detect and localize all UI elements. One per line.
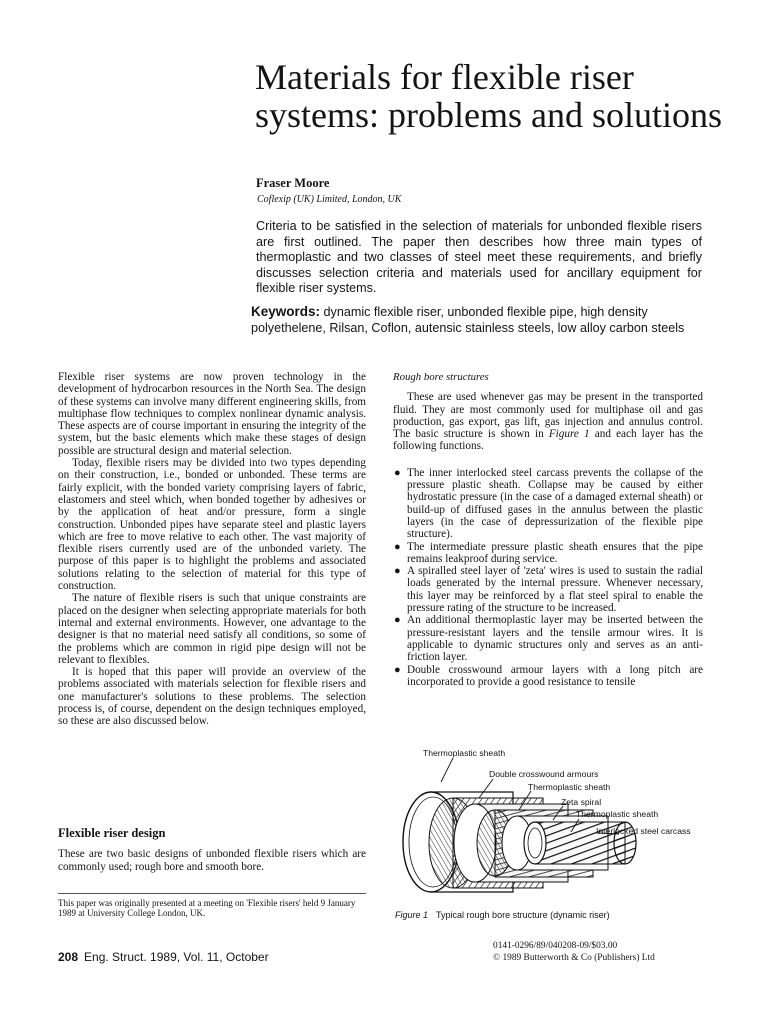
article-title: Materials for flexible riser systems: problems and solutions xyxy=(255,57,722,135)
keywords xyxy=(251,304,703,336)
list-item-text: The intermediate pressure plastic sheath ensures that the pipe remains leakproof during service. xyxy=(407,540,703,565)
section-heading: Flexible riser design xyxy=(58,826,166,840)
right-column xyxy=(393,371,703,688)
list-item xyxy=(393,565,703,614)
figure-riser-structure xyxy=(393,742,713,924)
figure-number: Figure 1 xyxy=(395,910,429,920)
paragraph: It is hoped that this paper will provide an overview of the problems associated with materials selection for flexible risers and one manufacturer's solutions to these problems. The selection process is, of course, dependent on the design techniques employed, so these are also discussed below. xyxy=(58,666,366,728)
subheading: Rough bore structures xyxy=(393,371,489,383)
footnote-divider xyxy=(58,893,366,894)
list-item xyxy=(393,541,703,566)
figure-reference: Figure 1 xyxy=(548,428,590,441)
intro-text: These are used whenever gas may be present in the transported fluid. They are most commonly used for multiphase oil and gas production, gas export, gas lift, gas injection and annulus control. The basic structure is shown in xyxy=(393,391,703,441)
label-crosswound-armours: Double crosswound armours xyxy=(489,769,599,779)
bullet-icon: ● xyxy=(394,565,401,578)
paragraph: Flexible riser systems are now proven technology in the development of hydrocarbon resources in the North Sea. The design of these systems can involve many different engineering skills, from multiphase flow techniques to complex nonlinear dynamic analysis. These aspects are of course important in ensuring the integrity of the system, but the basic elements which make these stages of design possible are structural design and material selection. xyxy=(58,371,366,457)
bullet-icon: ● xyxy=(394,614,401,627)
copyright-notice: © 1989 Butterworth & Co (Publishers) Ltd xyxy=(493,953,655,963)
paragraph: The nature of flexible risers is such that unique constraints are placed on the designer when selecting appropriate materials for both internal and external environments. However, one advantage to the designer is that no material need satisfy all conditions, so some of the problems which are common in rigid pipe design will not be relevant to flexibles. xyxy=(58,592,366,666)
issn-code: 0141-0296/89/040208-09/$03.00 xyxy=(493,941,618,951)
label-zeta-spiral: Zeta spiral xyxy=(561,797,602,807)
figure-caption xyxy=(395,910,610,920)
list-item-text: A spiralled steel layer of 'zeta' wires is used to sustain the radial loads generated by the internal pressure. Whenever necessary, this layer may be reinforced by a flat steel spiral to enable the pressure rating of the structure to be increased. xyxy=(407,565,703,615)
function-list xyxy=(393,467,703,688)
label-pressure-sheath: Thermoplastic sheath xyxy=(576,809,659,819)
publisher-info xyxy=(493,940,655,964)
bullet-icon: ● xyxy=(394,540,401,553)
intro-text: and each layer has the following functions. xyxy=(393,428,703,453)
section-text: These are two basic designs of unbonded flexible risers which are commonly used; rough bore and smooth bore. xyxy=(58,848,366,873)
abstract: Criteria to be satisfied in the selection of materials for unbonded flexible risers are first outlined. The paper then describes how three main types of thermoplastic and two classes of steel meet these requirements, and briefly discusses selection criteria and materials used for ancillary equipment for flexible riser systems. xyxy=(256,219,702,296)
author-affiliation: Coflexip (UK) Limited, London, UK xyxy=(257,194,402,205)
list-item-text: An additional thermoplastic layer may be inserted between the pressure-resistant layers and the tensile armour wires. It is applicable to dynamic structures only and serves as an anti-friction layer. xyxy=(407,614,703,664)
paragraph: Today, flexible risers may be divided into two types depending on their construction, i.e., bonded or unbonded. These terms are fairly explicit, with the bonded variety comprising layers of fabric, elastomers and steel which, when bonded together by adhesives or by the application of heat and/or pressure, form a single construction. Unbonded pipes have separate steel and plastic layers which are free to move relative to each other. The vast majority of flexible risers currently used are of the unbonded variety. The purpose of this paper is to highlight the problems and associated solutions relating to the selection of material for this type of construction. xyxy=(58,457,366,593)
author-name: Fraser Moore xyxy=(256,176,330,190)
bullet-icon: ● xyxy=(394,663,401,676)
list-item xyxy=(393,467,703,541)
keywords-label: Keywords: xyxy=(251,304,321,319)
paragraph xyxy=(393,391,703,452)
list-item xyxy=(393,614,703,663)
list-item-text: The inner interlocked steel carcass prevents the collapse of the pressure plastic sheath. Collapse may be caused by either hydrostatic pressure (in the case of a damaged external sheath) or build-up of diffused gases in the annulus between the plastic layers (in the case of depressurization of the flexible pipe structure). xyxy=(407,466,703,541)
left-column xyxy=(58,371,366,728)
page-number: 208 xyxy=(58,950,79,964)
keywords-list: dynamic flexible riser, unbonded flexible pipe, high density polyethelene, Rilsan, Coflon, autensic stainless steels, low alloy carbon steels xyxy=(251,305,685,335)
figure-caption-text: Typical rough bore structure (dynamic riser) xyxy=(436,910,610,920)
footnote: This paper was originally presented at a meeting on 'Flexible risers' held 9 January 1989 at University College London, UK. xyxy=(58,898,356,919)
label-outer-sheath: Thermoplastic sheath xyxy=(423,748,506,758)
bullet-icon: ● xyxy=(394,466,401,479)
label-antifriction-sheath: Thermoplastic sheath xyxy=(528,782,611,792)
page-footer xyxy=(58,950,269,964)
label-interlocked-carcass: Interlocked steel carcass xyxy=(596,826,691,836)
journal-citation: Eng. Struct. 1989, Vol. 11, October xyxy=(84,950,269,964)
list-item xyxy=(393,664,703,689)
list-item-text: Double crosswound armour layers with a long pitch are incorporated to provide a good resistance to tensile xyxy=(407,663,703,688)
